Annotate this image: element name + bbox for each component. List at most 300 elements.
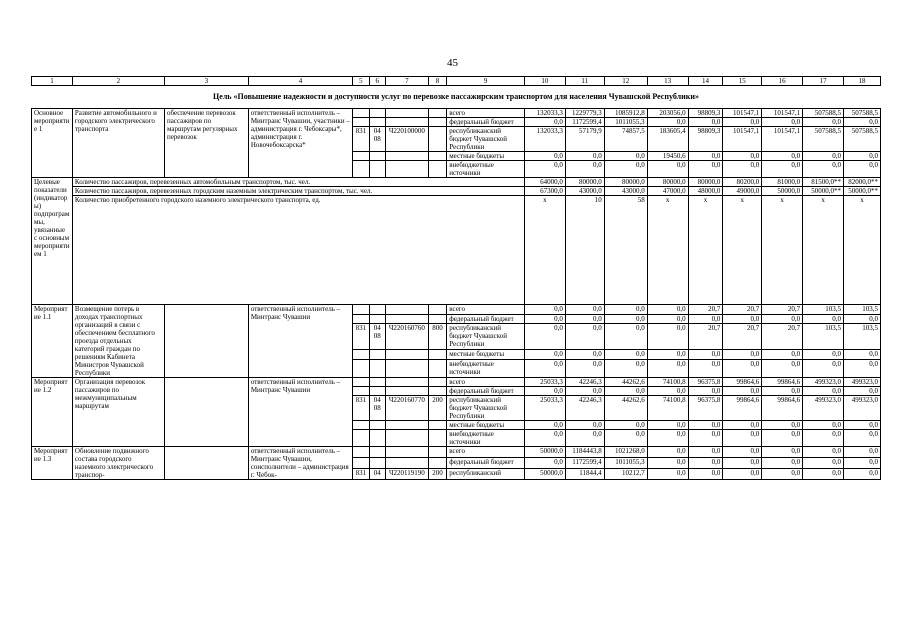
funding-value: 0,0 (524, 314, 565, 324)
expense-type-code: 200 (428, 469, 446, 480)
section-code (369, 152, 385, 161)
funding-value: 0,0 (524, 350, 565, 360)
column-number: 12 (604, 77, 647, 86)
funding-value: 0,0 (762, 421, 803, 430)
indicator-value: 67300,0 (524, 187, 565, 196)
funding-value: 0,0 (844, 469, 881, 480)
funding-source: республиканский бюджет Чувашской Республики (447, 127, 525, 152)
funding-value: 499323,0 (844, 396, 881, 421)
funding-value: 0,0 (565, 161, 604, 178)
funding-value: 0,0 (688, 469, 723, 480)
indicator-name: Количество пассажиров, перевезенных городским наземным электрическим транспортом, тыс. чел. (72, 187, 524, 196)
funding-value: 0,0 (647, 324, 688, 350)
funding-value: 1011055,3 (604, 118, 647, 127)
funding-value: 42246,3 (565, 396, 604, 421)
funding-value: 103,5 (844, 305, 881, 315)
column-number: 18 (844, 77, 881, 86)
column-number: 2 (72, 77, 164, 86)
funding-value: 0,0 (723, 118, 762, 127)
expense-type-code (428, 127, 446, 152)
grbs-code (353, 359, 369, 377)
activity-label: Мероприятие 1.1 (32, 305, 73, 378)
expense-type-code (428, 161, 446, 178)
funding-value: 1021268,0 (604, 447, 647, 458)
funding-value: 0,0 (844, 314, 881, 324)
activity-executor: ответственный исполнитель – Минтранс Чувашии, соисполнители – администрация г. Чебок- (248, 447, 352, 480)
page-number: 45 (447, 57, 458, 69)
indicator-value: 80000,0 (688, 178, 723, 187)
indicator-value: 81000,0 (762, 178, 803, 187)
funding-value: 99864,6 (723, 378, 762, 387)
grbs-code (353, 314, 369, 324)
expense-type-code (428, 314, 446, 324)
target-article-code (385, 109, 428, 118)
grbs-code: 831 (353, 396, 369, 421)
grbs-code: 831 (353, 469, 369, 480)
target-article-code (385, 305, 428, 315)
funding-value: 0,0 (647, 161, 688, 178)
funding-value: 0,0 (723, 350, 762, 360)
funding-value: 0,0 (647, 305, 688, 315)
funding-source: республиканский бюджет Чувашской Республики (447, 324, 525, 350)
funding-value: 183605,4 (647, 127, 688, 152)
funding-value: 0,0 (688, 458, 723, 469)
funding-value: 0,0 (647, 430, 688, 447)
funding-value: 20,7 (723, 324, 762, 350)
funding-value: 0,0 (565, 152, 604, 161)
indicator-value: 48000,0 (688, 187, 723, 196)
funding-value: 0,0 (762, 359, 803, 377)
funding-value: 0,0 (604, 152, 647, 161)
activity-link: обеспечение перевозок пассажиров по маршрутам регулярных перевозок (164, 109, 248, 178)
funding-value: 1229779,3 (565, 109, 604, 118)
funding-value: 0,0 (844, 458, 881, 469)
funding-value: 0,0 (688, 430, 723, 447)
funding-value: 0,0 (647, 314, 688, 324)
funding-value: 0,0 (762, 387, 803, 396)
funding-value: 0,0 (565, 350, 604, 360)
indicator-value: x (803, 196, 844, 305)
grbs-code (353, 152, 369, 161)
funding-value: 0,0 (762, 447, 803, 458)
indicator-name: Количество приобретенного городского наземного электрического транспорта, ед. (72, 196, 524, 305)
funding-source: внебюджетные источники (447, 161, 525, 178)
funding-source: всего (447, 305, 525, 315)
funding-value: 0,0 (688, 447, 723, 458)
expense-type-code (428, 109, 446, 118)
table-row (32, 447, 881, 458)
section-code (369, 161, 385, 178)
funding-source: местные бюджеты (447, 152, 525, 161)
funding-value: 0,0 (604, 161, 647, 178)
section-code (369, 378, 385, 387)
funding-value: 103,5 (803, 305, 844, 315)
indicator-value: 58 (604, 196, 647, 305)
funding-value: 10212,7 (604, 469, 647, 480)
funding-value: 44262,6 (604, 378, 647, 387)
indicator-value: 80000,0 (604, 178, 647, 187)
funding-value: 20,7 (723, 305, 762, 315)
grbs-code (353, 387, 369, 396)
section-code: 04 (369, 469, 385, 480)
indicator-value: x (647, 196, 688, 305)
funding-source: республиканский бюджет Чувашской Республики (447, 396, 525, 421)
funding-value: 11844,4 (565, 469, 604, 480)
funding-value: 98809,3 (688, 127, 723, 152)
target-article-code: Ч220119190 (385, 469, 428, 480)
section-code (369, 314, 385, 324)
activity-name: Организация перевозок пассажиров по межмуниципальным маршрутам (72, 378, 164, 447)
activity-link (164, 447, 248, 480)
target-article-code (385, 350, 428, 360)
funding-value: 0,0 (524, 359, 565, 377)
expense-type-code (428, 305, 446, 315)
indicator-value: 64000,0 (524, 178, 565, 187)
section-code (369, 359, 385, 377)
expense-type-code (428, 430, 446, 447)
grbs-code: 831 (353, 324, 369, 350)
funding-value: 0,0 (803, 152, 844, 161)
funding-value: 0,0 (803, 118, 844, 127)
expense-type-code (428, 378, 446, 387)
funding-value: 0,0 (803, 359, 844, 377)
funding-value: 0,0 (844, 350, 881, 360)
funding-value: 0,0 (688, 152, 723, 161)
funding-source: внебюджетные источники (447, 430, 525, 447)
column-number: 11 (565, 77, 604, 86)
funding-value: 74100,8 (647, 378, 688, 387)
funding-value: 0,0 (844, 359, 881, 377)
funding-value: 50000,0 (524, 469, 565, 480)
expense-type-code (428, 359, 446, 377)
funding-value: 101547,1 (723, 127, 762, 152)
activity-label: Мероприятие 1.2 (32, 378, 73, 447)
indicator-value: 50000,0** (803, 187, 844, 196)
funding-value: 98809,3 (688, 109, 723, 118)
section-code: 04 08 (369, 324, 385, 350)
funding-value: 0,0 (647, 447, 688, 458)
section-code (369, 458, 385, 469)
funding-value: 0,0 (647, 387, 688, 396)
target-article-code (385, 387, 428, 396)
funding-value: 0,0 (762, 469, 803, 480)
funding-value: 0,0 (688, 421, 723, 430)
activity-label: Основное мероприятие 1 (32, 109, 73, 178)
expense-type-code (428, 387, 446, 396)
funding-value: 0,0 (688, 314, 723, 324)
funding-value: 20,7 (688, 324, 723, 350)
funding-value: 99864,6 (762, 378, 803, 387)
section-code: 04 08 (369, 396, 385, 421)
funding-source: внебюджетные источники (447, 359, 525, 377)
section-code (369, 430, 385, 447)
funding-value: 203056,0 (647, 109, 688, 118)
funding-source: местные бюджеты (447, 350, 525, 360)
activity-name: Развитие автомобильного и городского электрического транспорта (72, 109, 164, 178)
funding-value: 0,0 (647, 118, 688, 127)
grbs-code (353, 109, 369, 118)
funding-value: 0,0 (762, 458, 803, 469)
indicator-value: 43000,0 (604, 187, 647, 196)
funding-value: 0,0 (844, 447, 881, 458)
funding-value: 0,0 (565, 314, 604, 324)
funding-value: 0,0 (844, 430, 881, 447)
funding-value: 0,0 (844, 421, 881, 430)
funding-source: федеральный бюджет (447, 387, 525, 396)
column-number: 3 (164, 77, 248, 86)
funding-value: 0,0 (723, 458, 762, 469)
indicator-row (32, 196, 881, 305)
funding-value: 0,0 (723, 314, 762, 324)
funding-value: 0,0 (565, 421, 604, 430)
funding-value: 0,0 (647, 421, 688, 430)
funding-value: 0,0 (723, 447, 762, 458)
expense-type-code (428, 350, 446, 360)
indicator-value: 50000,0** (844, 187, 881, 196)
indicator-value: 43000,0 (565, 187, 604, 196)
funding-value: 0,0 (723, 387, 762, 396)
funding-value: 0,0 (762, 314, 803, 324)
section-code (369, 447, 385, 458)
funding-value: 0,0 (844, 387, 881, 396)
funding-source: республиканский (447, 469, 525, 480)
grbs-code (353, 430, 369, 447)
funding-value: 0,0 (565, 387, 604, 396)
funding-value: 20,7 (762, 324, 803, 350)
expense-type-code (428, 421, 446, 430)
funding-value: 101547,1 (762, 109, 803, 118)
funding-value: 0,0 (647, 359, 688, 377)
funding-value: 0,0 (803, 387, 844, 396)
funding-value: 0,0 (803, 458, 844, 469)
column-number: 5 (353, 77, 369, 86)
funding-value: 0,0 (524, 161, 565, 178)
funding-value: 132033,3 (524, 109, 565, 118)
funding-source: всего (447, 378, 525, 387)
funding-value: 0,0 (803, 430, 844, 447)
column-number: 15 (723, 77, 762, 86)
funding-value: 0,0 (524, 458, 565, 469)
activity-executor: ответственный исполнитель – Минтранс Чувашии (248, 378, 352, 447)
column-number: 14 (688, 77, 723, 86)
funding-value: 103,5 (803, 324, 844, 350)
funding-value: 499323,0 (844, 378, 881, 387)
activity-link (164, 378, 248, 447)
funding-value: 0,0 (524, 152, 565, 161)
funding-value: 0,0 (723, 161, 762, 178)
funding-value: 103,5 (844, 324, 881, 350)
grbs-code (353, 118, 369, 127)
section-code (369, 305, 385, 315)
funding-value: 0,0 (803, 447, 844, 458)
indicator-value: 47000,0 (647, 187, 688, 196)
funding-value: 0,0 (565, 324, 604, 350)
funding-value: 96375,8 (688, 396, 723, 421)
indicator-value: x (688, 196, 723, 305)
indicator-name: Количество пассажиров, перевезенных автомобильным транспортом, тыс. чел. (72, 178, 524, 187)
funding-value: 19450,6 (647, 152, 688, 161)
indicator-value: x (762, 196, 803, 305)
funding-value: 99864,6 (723, 396, 762, 421)
section-code (369, 387, 385, 396)
funding-value: 507588,5 (844, 109, 881, 118)
funding-value: 0,0 (604, 359, 647, 377)
indicator-row (32, 178, 881, 187)
funding-value: 0,0 (803, 161, 844, 178)
funding-value: 0,0 (762, 161, 803, 178)
funding-source: федеральный бюджет (447, 314, 525, 324)
target-article-code (385, 314, 428, 324)
grbs-code: 831 (353, 127, 369, 152)
funding-value: 0,0 (723, 421, 762, 430)
funding-value: 0,0 (565, 430, 604, 447)
target-article-code: Ч220100000 (385, 127, 428, 152)
target-article-code (385, 458, 428, 469)
funding-value: 0,0 (844, 161, 881, 178)
indicator-value: 50000,0 (762, 187, 803, 196)
indicator-value: 80000,0 (565, 178, 604, 187)
funding-value: 0,0 (524, 421, 565, 430)
target-article-code: Ч220160760 (385, 324, 428, 350)
activity-name: Обновление подвижного состава городского наземного электрического транспор- (72, 447, 164, 480)
funding-value: 0,0 (723, 469, 762, 480)
funding-value: 50000,0 (524, 447, 565, 458)
funding-value: 0,0 (604, 387, 647, 396)
indicator-row (32, 187, 881, 196)
grbs-code (353, 161, 369, 178)
section-code (369, 109, 385, 118)
program-table (31, 76, 881, 480)
column-number: 4 (248, 77, 352, 86)
funding-value: 44262,6 (604, 396, 647, 421)
funding-value: 57179,9 (565, 127, 604, 152)
target-article-code (385, 447, 428, 458)
funding-value: 99864,6 (762, 396, 803, 421)
funding-source: федеральный бюджет (447, 458, 525, 469)
funding-value: 0,0 (723, 152, 762, 161)
funding-value: 0,0 (844, 118, 881, 127)
indicator-value: 80000,0 (647, 178, 688, 187)
funding-value: 0,0 (604, 421, 647, 430)
target-article-code (385, 161, 428, 178)
column-number: 10 (524, 77, 565, 86)
expense-type-code (428, 152, 446, 161)
funding-value: 0,0 (524, 118, 565, 127)
funding-value: 0,0 (647, 458, 688, 469)
funding-value: 0,0 (604, 430, 647, 447)
indicator-value: 81500,0** (803, 178, 844, 187)
funding-value: 0,0 (604, 324, 647, 350)
grbs-code (353, 350, 369, 360)
activity-link (164, 305, 248, 378)
funding-value: 0,0 (604, 305, 647, 315)
indicator-value: x (723, 196, 762, 305)
funding-value: 132033,3 (524, 127, 565, 152)
funding-value: 101547,1 (723, 109, 762, 118)
column-number: 13 (647, 77, 688, 86)
funding-value: 1172599,4 (565, 458, 604, 469)
funding-value: 25033,3 (524, 396, 565, 421)
goal-title: Цель «Повышение надежности и доступности услуг по перевозке пассажирским транспортом для населения Чувашской Республики» (213, 92, 699, 101)
funding-value: 0,0 (803, 421, 844, 430)
column-number: 7 (385, 77, 428, 86)
funding-value: 1172599,4 (565, 118, 604, 127)
section-code (369, 118, 385, 127)
activity-label: Мероприятие 1.3 (32, 447, 73, 480)
grbs-code (353, 378, 369, 387)
funding-value: 0,0 (647, 469, 688, 480)
funding-value: 499323,0 (803, 378, 844, 387)
funding-value: 96375,8 (688, 378, 723, 387)
grbs-code (353, 305, 369, 315)
column-number: 8 (428, 77, 446, 86)
funding-value: 74857,5 (604, 127, 647, 152)
section-code (369, 350, 385, 360)
grbs-code (353, 458, 369, 469)
funding-value: 0,0 (803, 314, 844, 324)
funding-value: 507588,5 (803, 127, 844, 152)
funding-source: всего (447, 109, 525, 118)
target-article-code (385, 421, 428, 430)
funding-value: 1085912,8 (604, 109, 647, 118)
indicator-value: 82000,0** (844, 178, 881, 187)
funding-value: 0,0 (524, 324, 565, 350)
funding-value: 0,0 (723, 430, 762, 447)
funding-value: 499323,0 (803, 396, 844, 421)
funding-value: 0,0 (844, 152, 881, 161)
indicator-value: x (524, 196, 565, 305)
expense-type-code (428, 447, 446, 458)
funding-value: 0,0 (647, 350, 688, 360)
funding-value: 20,7 (762, 305, 803, 315)
expense-type-code (428, 458, 446, 469)
grbs-code (353, 447, 369, 458)
funding-value: 0,0 (604, 350, 647, 360)
table-row (32, 109, 881, 118)
target-article-code (385, 430, 428, 447)
column-number: 17 (803, 77, 844, 86)
funding-value: 0,0 (688, 359, 723, 377)
expense-type-code: 800 (428, 324, 446, 350)
expense-type-code: 200 (428, 396, 446, 421)
target-article-code (385, 378, 428, 387)
indicator-value: 10 (565, 196, 604, 305)
target-article-code (385, 359, 428, 377)
funding-source: местные бюджеты (447, 421, 525, 430)
activity-executor: ответственный исполнитель – Минтранс Чувашии (248, 305, 352, 378)
funding-value: 1011055,3 (604, 458, 647, 469)
funding-value: 507588,5 (803, 109, 844, 118)
funding-value: 0,0 (688, 350, 723, 360)
funding-value: 20,7 (688, 305, 723, 315)
indicator-value: 80200,0 (723, 178, 762, 187)
target-article-code (385, 152, 428, 161)
activity-executor: ответственный исполнитель – Минтранс Чувашии, участники – администрация г. Чебоксары*, администрация г. Новочебоксарска* (248, 109, 352, 178)
funding-value: 0,0 (688, 387, 723, 396)
funding-value: 0,0 (565, 305, 604, 315)
funding-source: федеральный бюджет (447, 118, 525, 127)
target-article-code: Ч220160770 (385, 396, 428, 421)
target-article-code (385, 118, 428, 127)
expense-type-code (428, 118, 446, 127)
funding-value: 0,0 (803, 469, 844, 480)
funding-value: 0,0 (688, 118, 723, 127)
funding-value: 0,0 (524, 387, 565, 396)
goal-row (32, 90, 881, 104)
column-number: 6 (369, 77, 385, 86)
funding-value: 1184443,8 (565, 447, 604, 458)
column-number-row (32, 77, 881, 86)
